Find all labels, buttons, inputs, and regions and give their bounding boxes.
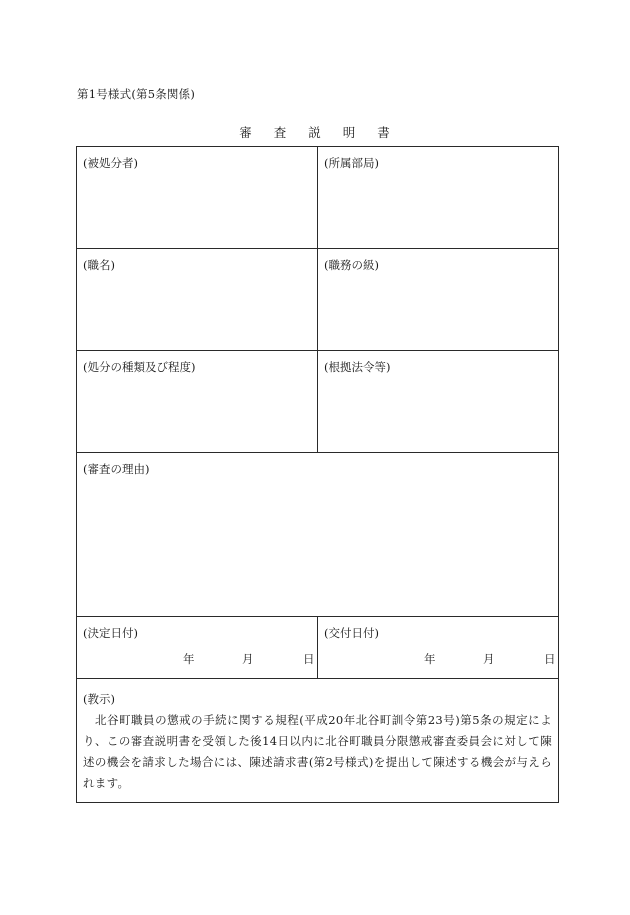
notice-body: 北谷町職員の懲戒の手続に関する規程(平成20年北谷町訓令第23号)第5条の規定により、この審査説明書を受領した後14日以内に北谷町職員分限懲戒審査委員会に対して陳述の機会を請求した場合には、陳述請求書(第2号様式)を提出して陳述する機会が与えられます。 [83, 713, 552, 790]
penalty-type-label: (処分の種類及び程度) [83, 360, 196, 374]
decision-date-label: (決定日付) [83, 626, 138, 640]
grade-label: (職務の級) [324, 258, 379, 272]
decision-date-line [77, 651, 317, 667]
notice-heading: (教示) [83, 692, 115, 706]
legal-basis-label: (根拠法令等) [324, 360, 391, 374]
position-label: (職名) [83, 258, 115, 272]
row-subject [77, 147, 559, 249]
decision-day-unit: 日 [303, 652, 315, 666]
form-number: 第1号様式(第5条関係) [77, 87, 196, 101]
row-dates [77, 617, 559, 679]
decision-month-unit: 月 [242, 652, 254, 666]
delivery-date-label: (交付日付) [324, 626, 379, 640]
notice-block [77, 679, 558, 794]
decision-date-cell[interactable] [77, 617, 318, 679]
review-form-table [76, 146, 559, 803]
delivery-date-line [318, 651, 558, 667]
document-title: 審 査 説 明 書 [239, 125, 399, 140]
subject-cell[interactable] [77, 147, 318, 249]
reason-label: (審査の理由) [83, 462, 150, 476]
delivery-year-unit: 年 [424, 652, 436, 666]
notice-cell [77, 679, 559, 803]
row-position [77, 249, 559, 351]
subject-label: (被処分者) [83, 156, 138, 170]
decision-year-unit: 年 [183, 652, 195, 666]
grade-cell[interactable] [318, 249, 559, 351]
row-reason [77, 453, 559, 617]
department-cell[interactable] [318, 147, 559, 249]
delivery-day-unit: 日 [544, 652, 556, 666]
delivery-month-unit: 月 [483, 652, 495, 666]
department-label: (所属部局) [324, 156, 379, 170]
row-penalty [77, 351, 559, 453]
penalty-type-cell[interactable] [77, 351, 318, 453]
reason-cell[interactable] [77, 453, 559, 617]
row-notice [77, 679, 559, 803]
legal-basis-cell[interactable] [318, 351, 559, 453]
delivery-date-cell[interactable] [318, 617, 559, 679]
position-cell[interactable] [77, 249, 318, 351]
